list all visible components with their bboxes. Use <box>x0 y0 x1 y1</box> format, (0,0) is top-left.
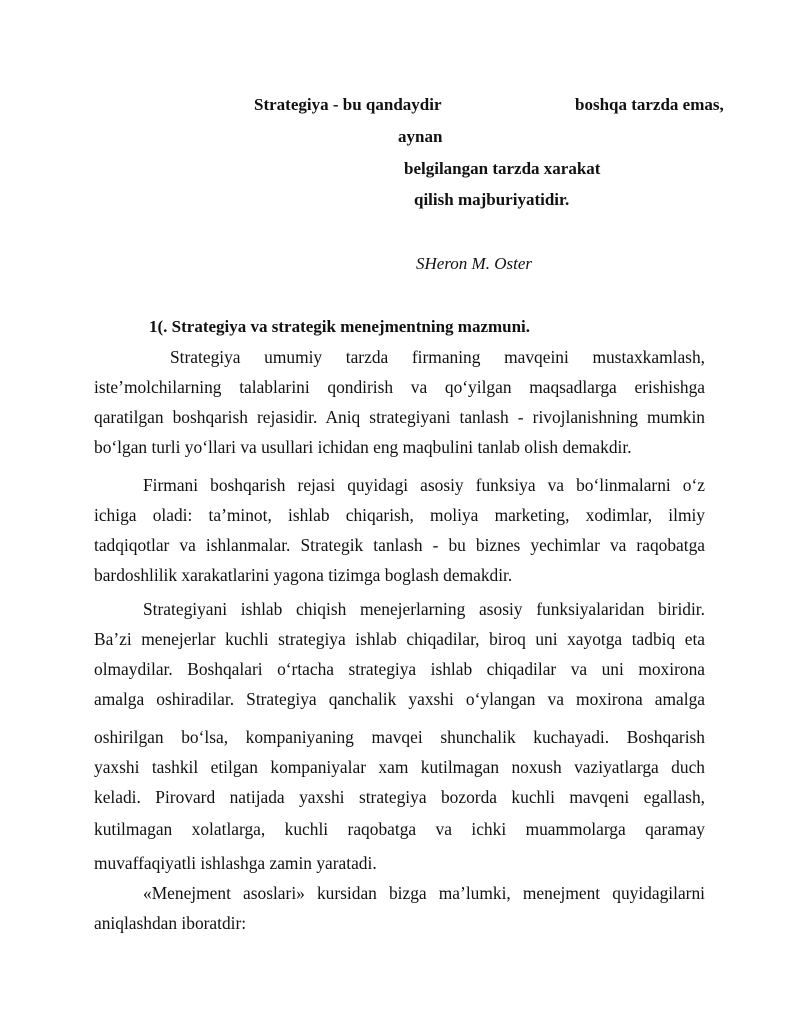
body-line: olmaydilar. Boshqalari o‘rtacha strategiya ishlab chiqadilar va uni moxirona <box>94 659 705 679</box>
body-line: yaxshi tashkil etilgan kompaniyalar xam kutilmagan noxush vaziyatlarga duch <box>94 757 705 777</box>
epigraph-author: SHeron M. Oster <box>416 254 532 273</box>
body-line: bardoshlilik xarakatlarini yagona tizimga boglash demakdir. <box>94 565 513 585</box>
body-line: ichiga oladi: ta’minot, ishlab chiqarish, moliya marketing, xodimlar, ilmiy <box>94 505 705 525</box>
section-heading: 1(. Strategiya va strategik menejmentning mazmuni. <box>149 317 531 336</box>
body-line: keladi. Pirovard natijada yaxshi strategiya bozorda kuchli mavqeni egallash, <box>94 787 705 807</box>
body-line: kutilmagan xolatlarga, kuchli raqobatga va ichki muammolarga qaramay <box>94 819 705 839</box>
body-line: Strategiya umumiy tarzda firmaning mavqeini mustaxkamlash, <box>170 347 705 367</box>
epigraph-line-4: qilish majburiyatidir. <box>414 190 570 209</box>
body-line: iste’molchilarning talablarini qondirish va qo‘yilgan maqsadlarga erishishga <box>94 377 705 397</box>
body-line: bo‘lgan turli yo‘llari va usullari ichidan eng maqbulini tanlab olish demakdir. <box>94 437 632 457</box>
epigraph-line-1b: boshqa tarzda emas, <box>575 95 724 114</box>
epigraph-line-3: belgilangan tarzda xarakat <box>404 159 601 178</box>
body-line: tadqiqotlar va ishlanmalar. Strategik tanlash - bu biznes yechimlar va raqobatga <box>94 535 705 555</box>
epigraph-line-1a: Strategiya - bu qandaydir <box>254 95 442 114</box>
body-line: Ba’zi menejerlar kuchli strategiya ishlab chiqadilar, biroq uni xayotga tadbiq eta <box>94 629 705 649</box>
body-line: muvaffaqiyatli ishlashga zamin yaratadi. <box>94 853 377 873</box>
body-line: «Menejment asoslari» kursidan bizga ma’lumki, menejment quyidagilarni <box>143 883 705 903</box>
body-line: aniqlashdan iboratdir: <box>94 913 247 933</box>
body-line: Strategiyani ishlab chiqish menejerlarning asosiy funksiyalaridan biridir. <box>143 599 705 619</box>
body-line: Firmani boshqarish rejasi quyidagi asosiy funksiya va bo‘linmalarni o‘z <box>143 475 705 495</box>
body-line: oshirilgan bo‘lsa, kompaniyaning mavqei shunchalik kuchayadi. Boshqarish <box>94 727 705 747</box>
body-line: amalga oshiradilar. Strategiya qanchalik yaxshi o‘ylangan va moxirona amalga <box>94 689 705 709</box>
epigraph-line-2: aynan <box>398 127 443 146</box>
body-line: qaratilgan boshqarish rejasidir. Aniq strategiyani tanlash - rivojlanishning mumkin <box>94 407 705 427</box>
